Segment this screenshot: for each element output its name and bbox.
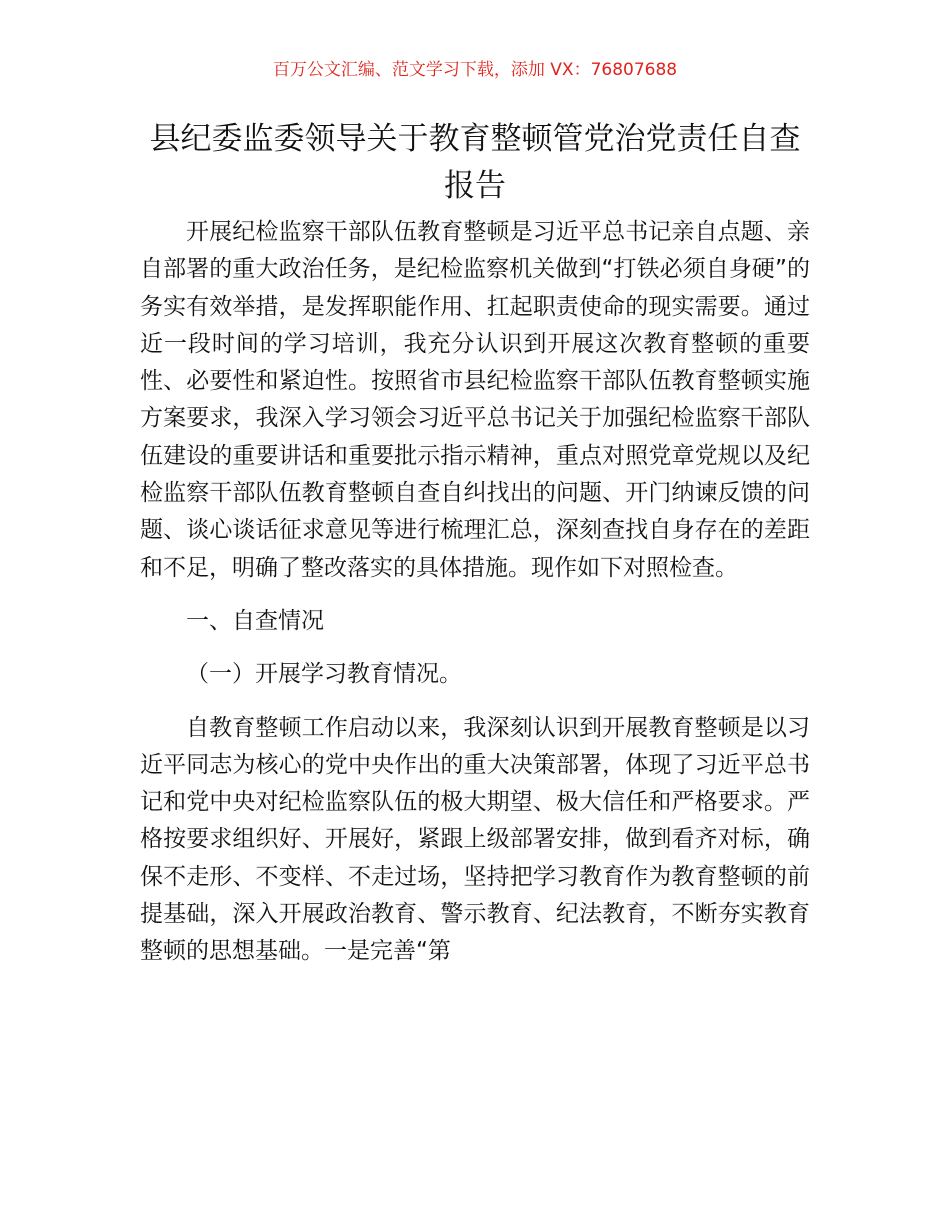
document-body	[140, 214, 810, 971]
subsection-heading: （一）开展学习教育情况。	[186, 661, 462, 688]
section-heading: 一、自查情况	[186, 607, 324, 634]
watermark-header: 百万公文汇编、范文学习下载，添加 VX：76807688	[272, 60, 678, 80]
document-title: 县纪委监委领导关于教育整顿管党治党责任自查报告	[149, 121, 801, 204]
intro-paragraph: 开展纪检监察干部队伍教育整顿是习近平总书记亲自点题、亲自部署的重大政治任务，是纪检监察机关做到“打铁必须自身硬”的务实有效举措，是发挥职能作用、扛起职责使命的现实需要。通过近一段时间的学习培训，我充分认识到开展这次教育整顿的重要性、必要性和紧迫性。按照省市县纪检监察干部队伍教育整顿实施方案要求，我深入学习领会习近平总书记关于加强纪检监察干部队伍建设的重要讲话和重要批示指示精神，重点对照党章党规以及纪检监察干部队伍教育整顿自查自纠找出的问题、开门纳谏反馈的问题、谈心谈话征求意见等进行梳理汇总，深刻查找自身存在的差距和不足，明确了整改落实的具体措施。现作如下对照检查。	[140, 219, 810, 581]
body-paragraph: 自教育整顿工作启动以来，我深刻认识到开展教育整顿是以习近平同志为核心的党中央作出的重大决策部署，体现了习近平总书记和党中央对纪检监察队伍的极大期望、极大信任和严格要求。严格按要求组织好、开展好，紧跟上级部署安排，做到看齐对标，确保不走形、不变样、不走过场，坚持把学习教育作为教育整顿的前提基础，深入开展政治教育、警示教育、纪法教育，不断夯实教育整顿的思想基础。一是完善“第	[140, 714, 810, 965]
